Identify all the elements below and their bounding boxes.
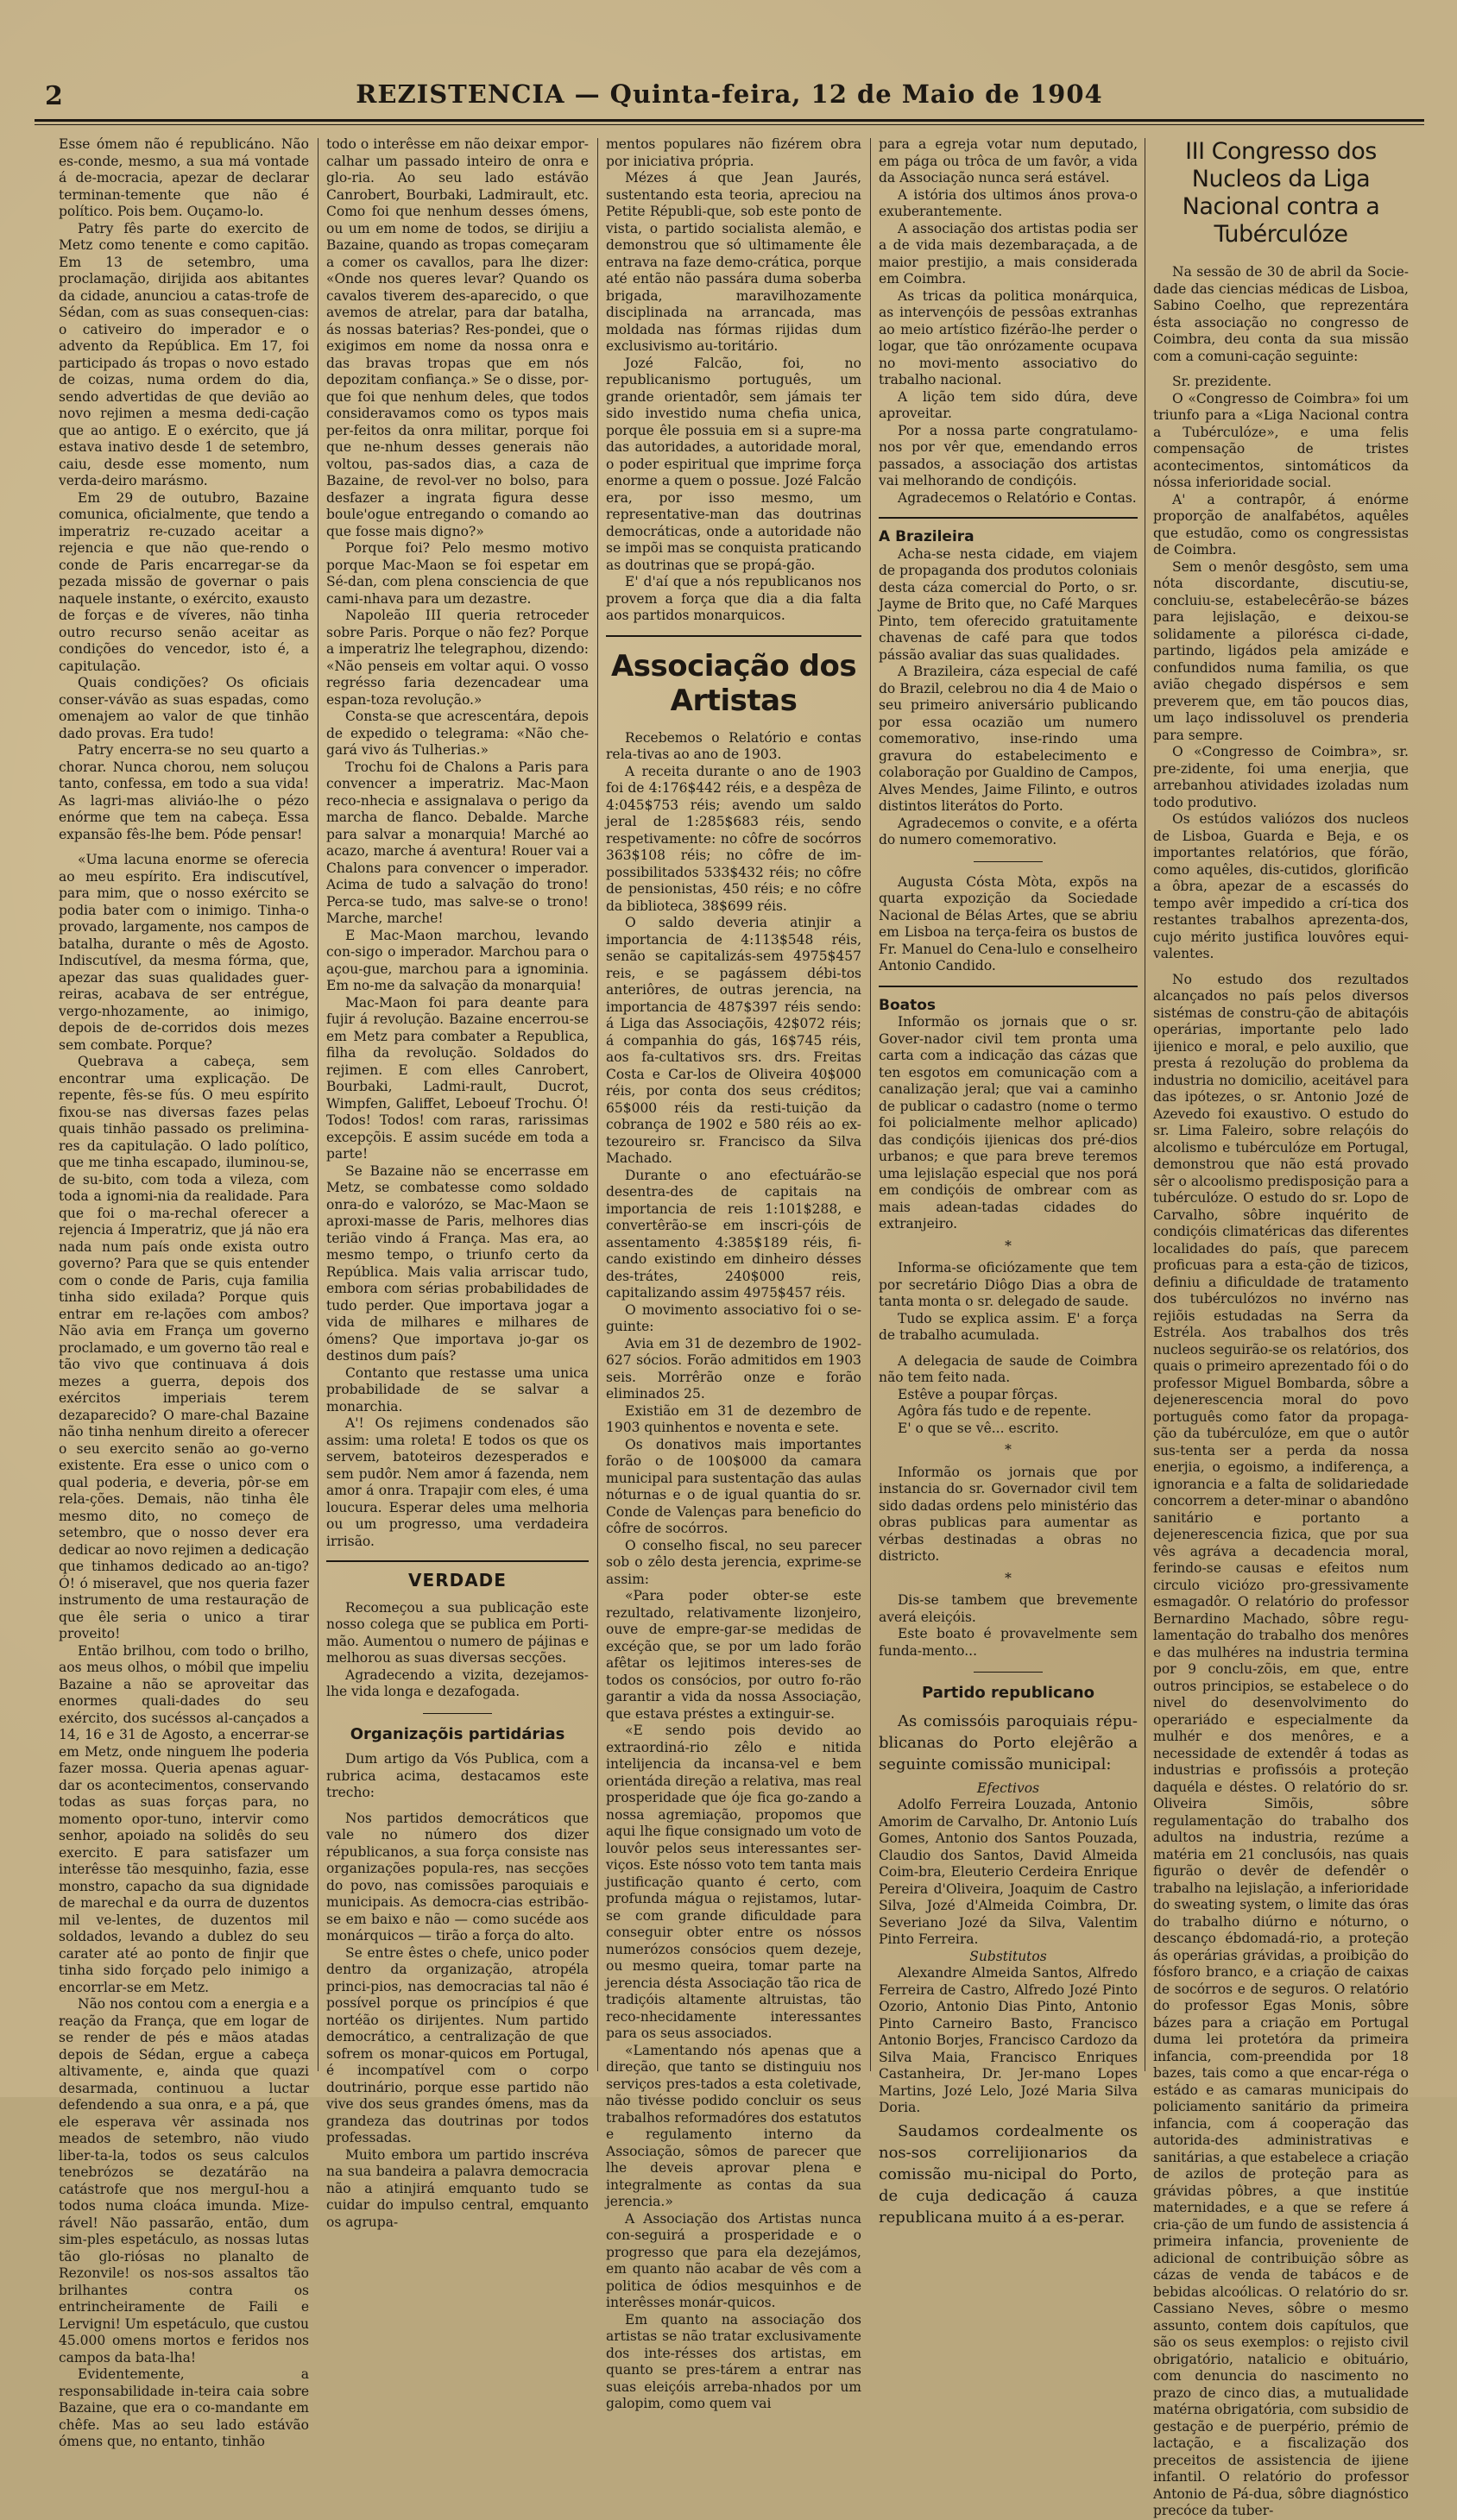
paragraph: O saldo deveria atinjir a importancia de 4:113$548 réis, senão se capitalizás-sem 4975$457 reis, e se pagássem débi-tos anteriôres, de outras jerencia, na importancia de 487$397 réis sendo: á Liga das Associaçõis, 42$072 réis; á companhia do gás, 16$745 réis, aos fa-cultativos srs. drs. Freitas Costa e Car-los de Oliveira 40$000 réis, por conta dos seus créditos; 65$000 réis da resti-tuição da cobrança de 1902 e 580 réis ao ex-tezoureiro sr. Francisco da Silva Machado. [606,915,861,1166]
paragraph: Avia em 31 de dezembro de 1902-627 sócios. Forão admitidos em 1903 seis. Morrêrão onze e forão eliminados 25. [606,1335,861,1402]
spacer [1153,365,1409,374]
paragraph: Estêve a poupar fôrças. [898,1386,1058,1402]
paragraph: Agradecendo a vizita, dezejamos-lhe vida longa e dezafogada. [326,1666,589,1699]
paragraph: Nos partidos democráticos que vale no número dos dizer républicanos, a sua força consiste nas organizações popula-res, nas secções do povo, nas comissões paroquiais e municipais. As democra-cias estribão-se em baixo e não — como sucéde aos monárquicos — tirão a força do alto. [326,1810,589,1944]
paragraph: A' a contrapôr, á enórme proporção de analfabétos, aquêles que estudão, como os congressistas de Coimbra. [1153,491,1409,558]
paragraph: Tudo se explica assim. E' a força de trabalho acumulada. [879,1310,1138,1343]
paragraph: Dis-se tambem que brevemente averá eleiçóis. [879,1592,1138,1625]
column-4 [879,136,1138,2227]
paragraph: Recomeçou a sua publicação este nosso colega que se publica em Porti-mão. Aumentou o numero de pájinas e melhorou as suas diversas secções. [326,1599,589,1666]
masthead-rule-thin [35,124,1424,125]
divider [423,1713,492,1714]
paragraph: O movimento associativo foi o se-guinte: [606,1301,861,1334]
paragraph: Recebemos o Relatório e contas rela-tivas ao ano de 1903. [606,729,861,762]
paragraph: Sr. prezidente. [1172,374,1272,389]
paragraph: Acha-se nesta cidade, em viajem de propaganda dos produtos coloniais desta cáza comercial do Porto, o sr. Jayme de Brito que, no Café Marques Pinto, tem oferecido gratuitamente chavenas de café para que todos pássão avaliar das suas qualidades. [879,545,1138,663]
paragraph: As comissóis paroquiais répu-blicanas do Porto elejêrão a seguinte comissão municipal: [879,1711,1138,1773]
paragraph: Este boato é provavelmente sem funda-mento... [879,1626,1138,1659]
paragraph: Informa-se oficiózamente que tem por secretário Diôgo Dias a obra de tanta monta o sr. delegado de saude. [879,1260,1138,1309]
paragraph: Mac-Maon foi para deante para fujir á revolução. Bazaine encerrou-se em Metz para combater a Republica, filha da revolução. Soldados do rejimen. E com elles Canrobert, Bourbaki, Ladmi-rault, Ducrot, Wimpfen, Galiffet, Leboeuf Trochu. Ó! Todos! Todos! com raras, rarissimas excepçõis. E assim sucéde em toda a parte! [326,994,589,1162]
divider [974,861,1043,862]
column-rule [597,138,598,2071]
paragraph: Esse ómem não é republicáno. Não es-conde, mesmo, a sua má vontade á de-mocracia, apezar de declarar terminan-temente que não é político. Pois bem. Ouçamo-lo. [59,136,309,219]
masthead [35,79,1424,114]
list-label-substitutos: Substitutos [969,1948,1047,1964]
paragraph: Na sessão de 30 de abril da Socie-dade das ciencias médicas de Lisboa, Sabino Coelho, que reprezentára ésta associação no congresso de Coimbra, deu conta da sua missão com a comuni-cação seguinte: [1153,264,1409,364]
paragraph: Existião em 31 de dezembro de 1903 quinhentos e noventa e sete. [606,1402,861,1435]
paragraph: Então brilhou, com todo o brilho, aos meus olhos, o móbil que impeliu Bazaine a não se aproveitar das enormes quali-dades do seu exército, dos sucéssos al-cançados a 14, 16 e 31 de Agosto, a encerrar-se em Metz, onde ninguem lhe poderia fazer mossa. Queria apenas aguar-dar os acontecimentos, conservando todas as suas forças para, no momento opor-tuno, intervir como senhor, apoiado na solidês do seu exercito. E para satisfazer um interêsse tão mesquinho, fazia, esse monstro, capacho da sua dignidade de marechal e da ourra de duzentos mil ve-lentes, de duzentos mil soldados, levando a dublez do seu carater até ao ponto de finjir que tinha sido forçado pelo inimigo a encorrlar-se em Metz. [59,1642,309,1995]
paragraph: Napoleão III queria retroceder sobre Paris. Porque o não fez? Porque a imperatriz lhe telegraphou, dizendo: «Não penseis em voltar aqui. O vosso regrésso faria dezencadear uma espan-toza revolução.» [326,608,589,708]
paragraph: Augusta Cósta Mòta, expõs na quarta expozição da Sociedade Nacional de Bélas Artes, que se abriu em Lisboa na terça-feira os bustos de Fr. Manuel do Cena-lulo e conselheiro Antonio Candido. [879,873,1138,973]
paragraph: Informão os jornais que por instancia do sr. Governador civil tem sido dadas ordens pelo ministério das obras publicas para aumentar as vérbas destinadas a obras no districto. [879,1464,1138,1564]
paragraph: Não nos contou com a energia e a reação da França, que em logar de se render de pés e mãos atadas depois de Sédan, ergue a cabeça altivamente, e, ainda que quazi desarmada, continuou a luctar defendendo a sua onra, e a pá, que ele esperava vêr assinada nos meados de setembro, não viudo liber-ta-la, todos os seus calculos tenebrózos se dezatárão na catástrofe que nos merguI-hou a todos numa cloáca imunda. Mize-rável! Não passarão, então, dum sim-ples espetáculo, as nossas lutas tão glo-riósas no planalto de Rezonvile! os nos-sos assaltos tão brilhantes contra os entrincheiramente de Faili e Lervigni! Um espetáculo, que custou 45.000 omens mortos e feridos nos campos da bata-lha! [59,1996,309,2366]
newspaper-title: REZISTENCIA — Quinta-feira, 12 de Maio de 1904 [356,79,1103,109]
paragraph: Se Bazaine não se encerrasse em Metz, se combatesse como soldado onra-do e valorózo, se Mac-Maon se aproxi-masse de Paris, melhores dias terião vindo á França. Mas era, ao mesmo tempo, o triunfo certo da República. Mais valia arriscar tudo, embora com sérias probabilidades de tudo perder. Que importava jogar a vida de milhares e milhares de ómens? Que importava jo-gar os destinos dum país? [326,1162,589,1364]
paragraph: Os estúdos valiózos dos nucleos de Lisboa, Guarda e Beja, e os importantes relatórios, que fórão, como aquêles, dis-cutidos, glorificão a ôbra, apezar de a escassés do tempo avêr impedido a crí-tica dos restantes trabalhos aprezenta-dos, cujo mérito justifica louvôres equi-valentes. [1153,811,1409,961]
paragraph: Quebrava a cabeça, sem encontrar uma explicação. De repente, fês-se fús. O meu espírito fixou-se nas diversas fazes pelas quais tinhão passado os prelimina-res da capitulação. O lado político, que me tinha escapado, iluminou-se, de su-bito, com toda a vileza, com toda a ignomi-nia da realidade. Para que foi o ma-rechal oferecer a rejencia á Imperatriz, que já não era nada num país onde exista outro governo? Para que se quis entender com o conde de Paris, cuja familia tinha sido exilada? Porque quis entrar em re-lações com ambos? Não avia em França um governo proclamado, e um governo tão real e tão vivo que continuava á dois mezes a guerra, depois dos exércitos imperiais terem dezaparecido? O mare-chal Bazaine não tinha nenhum direito a oferecer o seu exercito senão ao go-verno existente. Era esse o unico com o qual poderia, e deveria, pôr-se em rela-ções. Demais, não tinha êle mesmo dito, no começo de setembro, que o nosso dever era dedicar ao novo rejimen a dedicação que tinhamos dedicado ao an-tigo? Ó! ó miseravel, que nos queria fazer instrumento de uma restauração de que êle seria o unico a tirar proveito! [59,1054,309,1641]
paragraph: Patry fês parte do exercito de Metz como tenente e como capitão. Em 13 de setembro, uma proclamação, dirijida aos abitantes da cidade, anunciou a catas-trofe de Sédan, com as suas consequen-cias: o cativeiro do imperador e o advento da República. Em 17, foi participado ás tropas o novo estado de coizas, numa ordem do dia, sendo advertidas de que devião ao novo rejimen a mesma dedi-cação que ao antigo. E o exército, que já estava inativo desde 1 de setembro, caiu, desde esse momento, num verda-deiro marásmo. [59,220,309,488]
section-heading-partido: Partido republicano [921,1684,1095,1702]
paragraph: todo o interêsse em não deixar empor-calhar um passado inteiro de onra e glo-ria. Ao seu lado estávão Canrobert, Bourbaki, Ladmirault, etc. Como foi que nenhum desses ómens, ou um em nome de todos, se dirijiu a Bazaine, quando as tropas começaram a comer os cavallos, para lhe dizer: «Onde nos queres levar? Quando os cavalos tiverem des-aparecido, o que avemos de atrelar, para dar batalha, ás nossas baterias? Res-pondei, que o exigimos em nome da nossa onra e das bravas tropas que em nós depozitam confiança.» Se o disse, por-que foi que nenhum deles, que todos consideravamos como os typos mais per-feitos da onra militar, porque foi que ne-nhum desses generais não voltou, pas-sados dias, a caza de Bazaine, de revol-ver no bolso, para desfazer a ingrata figura desse boule'ogue entregando o comando ao que fosse mais digno?» [326,136,589,539]
column-1 [59,136,309,2449]
paragraph: Alexandre Almeida Santos, Alfredo Ferreira de Castro, Alfredo Jozé Pinto Ozorio, Antonio Dias Pinto, Antonio Pinto Carneiro Basto, Francisco Antonio Borjes, Francisco Cardozo da Silva Maia, Francisco Enriques Castanheira, Dr. Jer-mano Lopes Martins, Jozé Lelo, Jozé Maria Silva Doria. [879,1965,1138,2115]
spacer [879,1345,1138,1353]
spacer [1153,963,1409,972]
paragraph: Se entre êstes o chefe, unico poder dentro da organização, atropéla princi-pios, nas democracias tal não é possível porque os princípios é que nortéão os dirijentes. Num partido democrático, a centralização de que sofrem os monar-quicos em Portugal, é incompatível com o corpo doutrinário, porque esse partido não vive dos seus grandes ómens, mas da grandeza das doutrinas por todos professadas. [326,1944,589,2145]
paragraph: Evidentemente, a responsabilidade in-teira caia sobre Bazaine, que era o co-mandante em chêfe. Mas ao seu lado estávão ómens que, no entanto, tinhão [59,2366,309,2449]
section-rule [879,517,1138,519]
separator-star: * [1005,1570,1012,1586]
paragraph: A Associação dos Artistas nunca con-seguirá a prosperidade e o progresso que para ela dezejámos, em quanto não acabar de vês com a politica de ódios mesquinhos e de interêsses monár-quicos. [606,2210,861,2310]
column-2 [326,136,589,2230]
paragraph: Durante o ano efectuárão-se desentra-des de capitais na importancia de reis 1:101$288, e convertêrão-se em inscri-çóis de assentamento 4:385$189 réis, fi-cando existindo em dinheiro désses des-trátes, 240$000 reis, capitalizando assim 4975$457 réis. [606,1167,861,1301]
paragraph: Os donativos mais importantes forão o de 100$000 da camara municipal para sustentação das aulas nóturnas e o de igual quantia do sr. Conde de Valenças para beneficio do côfre de socórros. [606,1436,861,1536]
page-number: 2 [45,81,63,111]
column-rule [318,138,319,2071]
paragraph: Sem o menôr desgôsto, sem uma nóta discordante, discutiu-se, concluiu-se, estabelecêrão-se bázes para lejislação, e deixou-se solidamente a pilorésca ci-dade, partindo, ligádos pela amizáde e confundidos numa familia, os que avião chegado dispérsos e sem preverem que, em tão poucos dias, um laço indissoluvel os prenderia para sempre. [1153,558,1409,743]
section-rule [326,1560,589,1562]
paragraph: Informão os jornais que o sr. Gover-nador civil tem pronta uma carta com a indicação das cázas que ten esgotos em comunicação com a canalização jeral; que vai a caminho de publicar o cadastro (nome o termo foi policialmente melhor aplicado) das condiçóis ijienicas dos pré-dios urbanos; e que para breve teremos uma lejislação especial que nos porá em condiçóis de ombrear com as mais adean-tadas cidades do extranjeiro. [879,1014,1138,1232]
paragraph: Porque foi? Pelo mesmo motivo porque Mac-Maon se foi espetar em Sé-dan, com plena consciencia de que cami-nhava para um dezastre. [326,540,589,607]
section-heading-congresso: III Congresso dos Nucleos da Liga Nacional contra a Tubérculóze [1182,138,1380,248]
paragraph: A istória dos ultimos ános prova-o exuberantemente. [879,186,1138,219]
paragraph: Dum artigo da Vós Publica, com a rubrica acima, destacamos este trecho: [326,1751,589,1800]
column-rule [870,138,871,2071]
paragraph: A delegacia de saude de Coimbra não tem feito nada. [879,1352,1138,1385]
paragraph: Patry encerra-se no seu quarto a chorar. Nunca chorou, nem soluçou tanto, confessa, em todo a sua vida! As lagri-mas aliviáo-lhe o pézo enórme que tem na cabeça. Essa expansão fês-lhe bem. Póde pensar! [59,742,309,842]
section-heading-artistas: Associação dos Artistas [610,648,857,718]
section-heading-organizacoes: Organizaçõis partidárias [350,1724,565,1743]
paragraph: Consta-se que acrescentára, depois de expedido o telegrama: «Não che-gará vivo ás Tulherias.» [326,709,589,758]
paragraph: para a egreja votar num deputado, em pága ou trôca de um favôr, a vida da Associação nunca será estável. [879,136,1138,186]
paragraph: Saudamos cordealmente os nos-sos correlijionarios da comissão mu-nicipal do Porto, de cuja dedicação á cauza republicana muito á a es-perar. [879,2121,1138,2227]
paragraph: A'! Os rejimens condenados são assim: uma roleta! E todos os que os servem, batoteiros dezesperados e sem pudôr. Nem amor á fazenda, nem amor á onra. Trapajir com eles, é uma loucura. Esperar deles uma melhoria ou um progresso, uma verdadeira irrisão. [326,1415,589,1549]
section-rule [606,635,861,637]
paragraph: Agôra fás tudo e de repente. [898,1403,1092,1419]
section-heading-boatos: Boatos [879,996,937,1014]
paragraph: E' o que se vê... escrito. [898,1420,1059,1436]
paragraph: A lição tem sido dúra, deve aproveitar. [879,388,1138,421]
paragraph: Trochu foi de Chalons a Paris para convencer a imperatriz. Mac-Maon reco-nhecia e assignalava o perigo da marcha de flanco. Debalde. Marche para salvar a monarquia! Marché ao acazo, marche á aventura! Rouer vai a Chalons para convencer o imperador. Acima de tudo a salvação do trono! Perca-se tudo, mas salve-se o trono! Marche, marche! [326,759,589,926]
section-heading-verdade: VERDADE [408,1570,507,1591]
paragraph: O «Congresso de Coimbra» foi um triunfo para a «Liga Nacional contra a Tubérculóze», e uma felis compensação de tristes acontecimentos, sintomáticos da nóssa inferioridade social. [1153,390,1409,490]
paragraph: Adolfo Ferreira Louzada, Antonio Amorim de Carvalho, Dr. Antonio Luís Gomes, Antonio dos Santos Pouzada, Claudio dos Santos, David Almeida Coim-bra, Eleuterio Cerdeira Enrique Pereira d'Oliveira, Joaquim de Castro Silva, Jozé d'Almeida Coimbra, Dr. Severiano Jozé da Silva, Valentim Pinto Ferreira. [879,1797,1138,1947]
section-rule [879,986,1138,987]
paragraph: O «Congresso de Coimbra», sr. pre-zidente, foi uma enerjia, que arrebanhou atividades izoladas num todo produtivo. [1153,744,1409,810]
separator-star: * [1005,1238,1012,1254]
paragraph: Em quanto na associação dos artistas se não tratar exclusivamente dos inte-résses dos artistas, em quanto se pres-tárem a entrar nas suas eleiçóis arreba-nhados por um galopim, como quem vai [606,2311,861,2411]
masthead-rule [35,119,1424,122]
paragraph: mentos populares não fizérem obra por iniciativa própria. [606,136,861,169]
section-heading-brazileira: A Brazileira [879,528,974,545]
paragraph: Jozé Falcão, foi, no republicanismo português, um grande orientadôr, sem jámais ter sido investido numa chefia unica, porque êle possuia em si a supre-ma das autoridades, a autoridade moral, o poder espiritual que imprime força enorme a quem o possue. Jozé Falcão era, por isso mesmo, um representative-man das doutrinas democráticas, onde a autoridade não se impõi mas se conquista praticando as doutrinas que se propá-gão. [606,355,861,573]
paragraph: No estudo dos rezultados alcançados no país pelos diversos sistémas de constru-ção de abitaçóis operárias, importante pelo lado ijienico e moral, e pelo auxilio, que presta á rezolução do problema da industria no domicilio, aceitável para das ipótezes, o sr. Antonio Jozé de Azevedo foi exaustivo. O estudo do sr. Lima Faleiro, sobre relaçóis do alcolismo e tubérculóze em Portugal, demonstrou que não está provado sêr o alcoolismo predisposição para a tubérculóze. O estudo do sr. Lopo de Carvalho, sôbre inquérito de condiçóis climatéricas das diferentes localidades do país, que parecem proficuas para a esta-ção de tizicos, definiu a dificuldade de tratamento dos tubérculózos no invérno nas rejiõis estudadas na Serra da Estréla. Aos trabalhos dos três nucleos seguirão-se os relatórios, dos quais o primeiro aprezentado fói o do professor Miguel Bombarda, sôbre a dejenerescencia moral do povo português como fator da propaga-ção da tubérculóze, em que o autôr sus-tenta ser a perda da nossa enerjia, o egoismo, a indiferença, a ignorancia e a falta de solidariedade concorrem a deter-minar o abandôno sanitário e portanto a dejenerescencia fizica, que por sua vês agráva a decadencia moral, ferindo-se causas e efeitos num circulo viciózo pro-gressivamente esmagadôr. O relatório do professor Bernardino Machado, sôbre regu-lamentação do trabalho dos menôres e das mulhéres na industria termina por 9 conclu-zõis, em que, entre outros principios, se estabelece o do nivel do desenvolvimento do operariádo e especialmente da mulhér e dos menôres, e a necessidade de extendêr á todas as industrias e profissóis a proteção daquéla e déstes. O relatório do sr. Oliveira Simõis, sôbre regulamentação do trabalho dos adultos na industria, rezúme a matéria em 21 conclusóis, nas quais figurão o devêr de defendêr o trabalho na lejislação, a inferioridade do sweating system, o limite das óras do trabalho diúrno e nóturno, o descanço ébdomadá-rio, a proteção ás operárias grávidas, a proibição do fósforo branco, e a criação de caixas de socórros e de seguros. O relatório do professor Egas Monis, sôbre bázes para a criação em Portugal duma lei protetóra da primeira infancia, com-preendida por 18 bazes, tais como a que encar-réga o estádo e as camaras municipais do policiamento sanitário da primeira infancia, com á cooperação das autorida-des administrativas e sanitárias, a que estabelece a criação de azilos de proteção para as grávidas pôbres, a que institúe maternidades, e a que se refere á cria-ção de um fundo de assistencia á primeira infancia, proveniente de adicional de contribuição sôbre as cázas de venda de tabácos e de bebidas alcoólicas. O relatório do sr. Cassiano Neves, sôbre o mesmo assunto, contem dois capítulos, que são os seus exemplos: o rejisto civil obrigatório, natalicio e obituário, com denuncia do nascimento no prazo de cinco dias, a mutualidade matérna obrigatória, com subsidio de gestação e de puerpério, prémio de lactação, e a fiscalização dos preceitos de assistencia de ijiene infantil. O relatório do professor Antonio de Pá-dua, sôbre diagnóstico precóce da tuber- [1153,971,1409,2518]
column-5 [1153,136,1409,2518]
column-3 [606,136,861,2411]
paragraph: A receita durante o ano de 1903 foi de 4:176$442 réis, e a despêza de 4:045$753 réis; avendo um saldo jeral de 1:285$683 réis, sendo respetivamente: no côfre de socórros 363$108 réis; no côfre de im-possibilitados 533$432 réis; no côfre de pensionistas, 450 réis; e no côfre da biblioteca, 38$699 réis. [606,763,861,914]
paragraph: Agradecemos o Relatório e Contas. [898,489,1137,506]
paragraph: A associação dos artistas podia ser a de vida mais dezembaraçada, a de maior prestijio, a mais considerada em Coimbra. [879,220,1138,287]
paragraph: Mézes á que Jean Jaurés, sustentando esta teoria, apreciou na Petite Républi-que, sob este ponto de vista, o partido socialista alemão, e demonstrou que só ultimamente êle entrava na faze demo-crática, porque até então não passára duma soberba brigada, maravilhozamente disciplinada na arrancada, mas moldada nas fórmas rijidas dum exclusivismo au-toritário. [606,170,861,354]
paragraph: E' d'aí que a nós republicanos nos provem a força que dia a dia falta aos partidos monarquicos. [606,574,861,623]
divider [974,1672,1043,1673]
paragraph: Por a nossa parte congratulamo-nos por vêr que, emendando erros passados, a associação dos artistas vai melhorando de condiçóis. [879,422,1138,488]
paragraph: «Para poder obter-se este rezultado, relativamente lizonjeiro, ouve de empre-gar-se medidas de excéção que, se por um lado forão afêtar os lejitimos interes-ses de todos os consócios, por outro fo-rão garantir a vida da nossa Associação, que estava préstes a extinguir-se. [606,1588,861,1722]
paragraph: As tricas da politica monárquica, as intervençóis de pessôas extranhas ao meio artístico fizérão-lhe perder o logar, que tão onrózamente ocupava no movi-mento associativo do trabalho nacional. [879,287,1138,387]
paragraph: «Uma lacuna enorme se oferecia ao meu espírito. Era indiscutível, para mim, que o nosso exército se podia bater com o inimigo. Tinha-o provado, largamente, nos campos de batalha, durante o mês de Agosto. Indiscutível, da mesma fórma, que, apezar das suas qualidades guer-reiras, acabava de ser entrégue, vergo-nhozamente, ao inimigo, depois de de-corridos dois mezes sem combate. Porque? [59,852,309,1053]
separator-star: * [1005,1442,1012,1458]
paragraph: O conselho fiscal, no seu parecer sob o zêlo desta jerencia, exprime-se assim: [606,1537,861,1587]
paragraph: A Brazileira, cáza especial de café do Brazil, celebrou no dia 4 de Maio o seu primeiro aniversário publicando por essa ocazião um numero comemorativo, inse-rindo uma gravura do estabelecimento e colaboração por Gualdino de Campos, Alves Mendes, Jaime Filinto, e outros distintos literátos do Porto. [879,664,1138,814]
paragraph: Quais condições? Os oficiais conser-vávão as suas espadas, como omenajem ao valor de que tinhão dado provas. Era tudo! [59,675,309,741]
list-label-efectivos: Efectivos [976,1780,1040,1796]
paragraph: Em 29 de outubro, Bazaine comunica, oficialmente, que tendo a imperatriz re-cuzado aceitar a rejencia e que não que-rendo o conde de Paris encarregar-se da pezada missão de governar o pais naquele instante, o exército, exausto de forças e de víveres, não tinha outro recurso senão aceitar as condições do vencedor, isto é, a capitulação. [59,489,309,674]
spacer [59,843,309,852]
paragraph: E Mac-Maon marchou, levando con-sigo o imperador. Marchou para o açou-gue, marchou para a ignominia. Em no-me da salvação da monarquia! [326,927,589,993]
paragraph: Contanto que restasse uma unica probabilidade de se salvar a monarchia. [326,1364,589,1414]
paragraph: «Lamentando nós apenas que a direção, que tanto se distinguiu nos serviços pres-tados a esta coletivade, não tivésse podido concluir os seus trabalhos reformadóres dos estatutos e regulamento interno da Associação, sômos de parecer que lhe deveis aprovar plena e integralmente as contas da sua jerencia.» [606,2042,861,2209]
paragraph: Agradecemos o convite, e a oférta do numero comemorativo. [879,815,1138,847]
paragraph: «E sendo pois devido ao extraordiná-rio zêlo e nitida intelijencia da incansa-vel e bem orientáda direção a relativa, mas real prosperidade que óje fica go-zando a nossa agremiação, propomos que aqui lhe fique consignado um voto de louvôr pelos seus interessantes ser-viços. Este nósso voto tem tanta mais justificação quanto é certo, com profunda mágua o rejistamos, lutar-se com grande dificuldade para conseguir obter entre os nóssos numerózos consócios quem dezeje, ou mesmo queira, tomar parte na jerencia désta Associação tão rica de tradiçóis altamente altruistas, tão reco-nhecidamente interessantes para os seus associados. [606,1723,861,2041]
spacer [326,1802,589,1811]
paragraph: Muito embora um partido inscréva na sua bandeira a palavra democracia não a atinjirá emquanto tudo se cuidar do impulso central, emquanto os agrupa- [326,2146,589,2230]
